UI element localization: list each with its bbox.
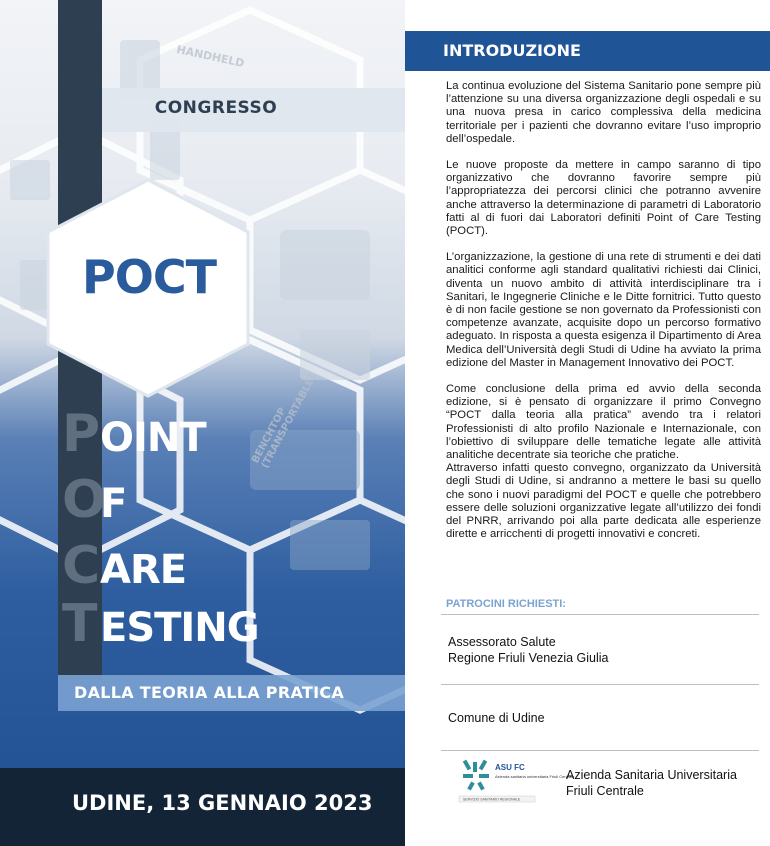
asu-name-line: Azienda Sanitaria Universitaria (566, 768, 737, 782)
intro-paragraph: Come conclusione della prima ed avvio della seconda edizione, si è pensato di organizzare il primo Convegno “POCT dalla teoria alla pratica” avendo tra i relatori Professionisti di alto profilo Nazionale e Internazionale, con l’obiettivo di sviluppare delle tematiche legate alle attività analitiche decentrate sia teoriche che pratiche. (446, 383, 761, 462)
intro-body (446, 80, 761, 555)
divider (441, 684, 759, 685)
asu-name (566, 767, 737, 799)
divider (441, 614, 759, 615)
congresso-label: CONGRESSO (154, 98, 278, 118)
patrocinio-line: Regione Friuli Venezia Giulia (448, 651, 609, 665)
asu-logo-small: SERVIZIO SANITARIO REGIONALE (463, 797, 521, 802)
acronym-word: ESTING (100, 605, 259, 651)
asu-logo-sub: Azienda sanitaria universitaria Friuli Centrale (495, 774, 575, 779)
intro-title: INTRODUZIONE (443, 41, 581, 60)
intro-paragraph: L’organizzazione, la gestione di una rete di strumenti e dei dati analitici conforme agli standard qualitativi richiesti dai Clinici, diventa un nuovo ambito di attività interdisciplinare tra i Sanitari, le Ingegnerie Cliniche e le Ditte fornitrici. Tutto questo è di non facile gestione se non governato da Professionisti con competenze avanzate, acquisite dopo un percorso formativo adeguato. In risposta a questa esigenza il Dipartimento di Area Medica dell’Università degli Studi di Udine ha avviato la prima edizione del Master in Management Innovativo dei POCT. (446, 251, 761, 369)
acronym-letter: O (62, 470, 107, 530)
benchtop-label: BENCHTOP (TRANSPORTABLE) (250, 372, 319, 471)
intro-paragraph: Attraverso infatti questo convegno, organizzato da Università degli Studi di Udine, si andranno a mettere le basi su quello che sono i nuovi paradigmi del POCT e quelle che potrebbero essere delle soluzioni organizzative legate all’utilizzo dei fondi del PNRR, arrivando poi alla parte dedicata alle esperienze dirette e arricchenti di progetti innovativi e concreti. (446, 462, 761, 541)
asu-name-line: Friuli Centrale (566, 784, 644, 798)
intro-paragraph: La continua evoluzione del Sistema Sanitario pone sempre più l’attenzione su una diversa organizzazione degli ospedali e su una nuova presa in carico complessiva della medicina territoriale per i pazienti che dovranno evitare l’uso improprio dell’ospedale. (446, 80, 761, 145)
acronym-line-of (62, 470, 126, 530)
handheld-label: HANDHELD (175, 42, 246, 71)
acronym-word: F (100, 481, 127, 527)
patrocinio-regione (448, 634, 609, 666)
patrocinio-line: Comune di Udine (448, 711, 545, 725)
patrocinio-line: Assessorato Salute (448, 635, 556, 649)
asu-logo-title: ASU FC (495, 763, 525, 772)
asu-fc-logo (457, 758, 575, 806)
patrocinio-comune (448, 710, 545, 726)
acronym-line-care (62, 536, 186, 596)
acronym-line-point (62, 404, 206, 464)
acronym-letter: T (62, 594, 98, 654)
acronym-letter: P (62, 404, 101, 464)
acronym-letter: C (62, 536, 101, 596)
intro-paragraph: Le nuove proposte da mettere in campo saranno di tipo organizzativo che dovranno favorire sempre più l’appropriatezza dei percorsi clinici che potranno avvenire anche attraverso la determinazione di parametri di Laboratorio fatti al di fuori dai Laboratori definiti Point of Care Testing (POCT). (446, 159, 761, 238)
intro-panel (405, 0, 770, 846)
acronym-word: OINT (100, 415, 206, 461)
poct-logo-text: POCT (82, 250, 216, 304)
acronym-line-testing (62, 594, 259, 654)
cover-subtitle: DALLA TEORIA ALLA PRATICA (74, 683, 345, 702)
patrocini-heading: PATROCINI RICHIESTI: (446, 598, 566, 610)
divider (441, 750, 759, 751)
event-date: UDINE, 13 GENNAIO 2023 (72, 791, 373, 815)
acronym-word: ARE (100, 547, 187, 593)
